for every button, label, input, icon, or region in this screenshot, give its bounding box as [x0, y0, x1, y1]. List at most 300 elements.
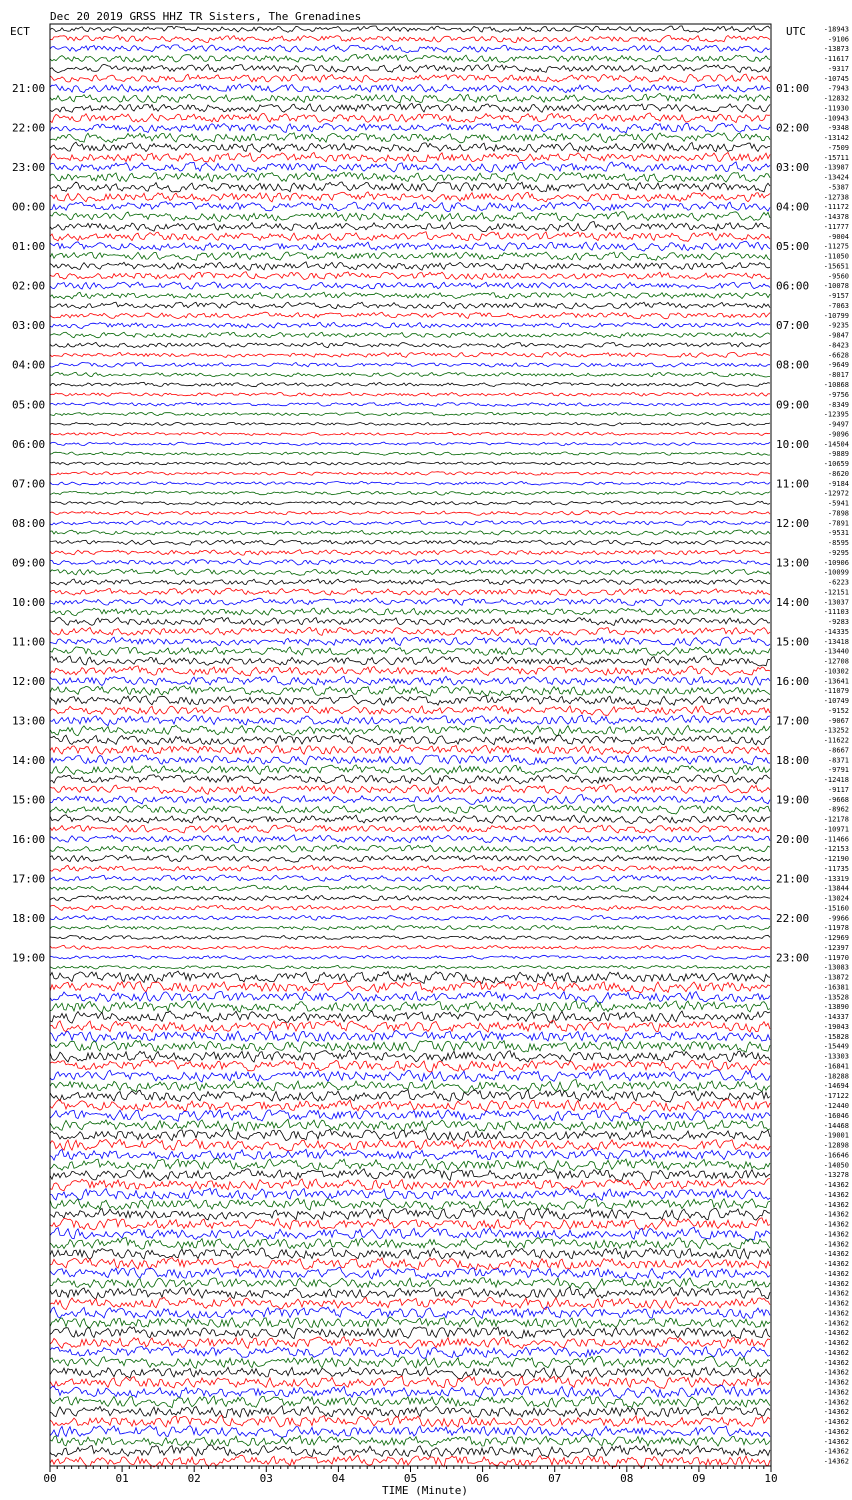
trace-line	[50, 192, 770, 202]
left-time-label: 12:00	[12, 674, 46, 688]
trace-line	[50, 1406, 770, 1418]
trace-line	[50, 895, 770, 901]
row-value-label: -13024	[823, 894, 849, 903]
trace-line	[50, 981, 770, 993]
trace-line	[50, 1376, 770, 1388]
row-value-label: -13083	[823, 963, 849, 972]
trace-line	[50, 241, 770, 251]
trace-line	[50, 64, 770, 72]
row-value-label: -16381	[823, 983, 849, 992]
right-time-label: 02:00	[776, 121, 810, 135]
trace-line	[50, 222, 770, 232]
row-value-label: -14362	[823, 1299, 849, 1308]
trace-line	[50, 232, 770, 242]
row-value-label: -14362	[823, 1210, 849, 1219]
trace-line	[50, 252, 770, 260]
trace-group	[50, 26, 770, 1468]
trace-line	[50, 795, 770, 805]
row-value-label: -9497	[827, 420, 849, 429]
trace-line	[50, 1070, 770, 1082]
row-value-label: -14362	[823, 1220, 849, 1229]
trace-line	[50, 530, 770, 535]
row-value-label: -10971	[823, 825, 849, 834]
row-value-label: -13872	[823, 973, 849, 982]
row-value-label: -11978	[823, 924, 849, 933]
row-value-label: -9791	[827, 766, 849, 775]
left-time-label: 06:00	[12, 437, 46, 451]
trace-line	[50, 825, 770, 833]
trace-line	[50, 855, 770, 862]
row-value-label: -10302	[823, 667, 849, 676]
row-value-label: -10099	[823, 568, 849, 577]
left-time-label: 09:00	[12, 556, 46, 570]
trace-line	[50, 1356, 770, 1368]
x-axis	[43, 1466, 777, 1485]
row-value-label: -10868	[823, 381, 849, 389]
trace-line	[50, 598, 770, 606]
trace-line	[50, 916, 770, 921]
left-time-label: 01:00	[12, 240, 46, 254]
trace-line	[50, 372, 770, 377]
trace-line	[50, 332, 770, 338]
row-value-label: -16046	[823, 1111, 849, 1120]
trace-line	[50, 262, 770, 270]
trace-line	[50, 1021, 770, 1032]
trace-line	[50, 745, 770, 755]
x-tick-label: 09	[692, 1472, 706, 1485]
trace-line	[50, 1248, 770, 1260]
trace-line	[50, 1030, 770, 1041]
trace-line	[50, 637, 770, 646]
left-timezone-header: ECT	[10, 25, 30, 38]
trace-line	[50, 1307, 770, 1318]
trace-line	[50, 26, 770, 33]
row-value-label: -14362	[823, 1378, 849, 1387]
left-time-label: 13:00	[12, 714, 46, 728]
row-value-label: -14362	[823, 1329, 849, 1338]
trace-line	[50, 905, 770, 910]
row-value-label: -14362	[823, 1260, 849, 1268]
trace-line	[50, 706, 770, 716]
row-value-label: -11970	[823, 953, 849, 962]
trace-line	[50, 1445, 770, 1457]
row-value-label: -14362	[823, 1200, 849, 1209]
row-value-label: -5387	[827, 183, 849, 192]
trace-line	[50, 785, 770, 795]
row-value-label: -12395	[823, 410, 849, 419]
row-value-label: -14362	[823, 1368, 849, 1377]
row-value-label: -13987	[823, 163, 849, 172]
trace-line	[50, 1199, 770, 1211]
left-time-label: 23:00	[12, 161, 46, 175]
row-value-label: -9235	[827, 321, 849, 330]
trace-line	[50, 452, 770, 455]
row-value-label: -13641	[823, 677, 849, 686]
row-value-label: -8667	[827, 746, 849, 755]
right-time-label: 14:00	[776, 595, 810, 609]
trace-line	[50, 666, 770, 676]
row-value-label: -12418	[823, 776, 849, 785]
row-value-label: -13418	[823, 637, 849, 646]
row-value-label: -14362	[823, 1240, 849, 1249]
row-value-label: -13142	[823, 134, 849, 143]
trace-line	[50, 472, 770, 476]
trace-line	[50, 1385, 770, 1398]
row-value-label: -14362	[823, 1181, 849, 1189]
row-value-label: -8962	[827, 805, 849, 814]
right-time-label: 15:00	[776, 635, 810, 649]
trace-line	[50, 422, 770, 425]
row-value-label: -12153	[823, 845, 849, 854]
trace-line	[50, 805, 770, 814]
row-value-label: -9966	[827, 914, 849, 923]
right-time-label: 09:00	[776, 398, 810, 412]
trace-line	[50, 735, 770, 745]
trace-line	[50, 382, 770, 386]
trace-line	[50, 153, 770, 163]
trace-line	[50, 865, 770, 871]
trace-line	[50, 656, 770, 666]
row-value-label: -14362	[823, 1437, 849, 1446]
trace-line	[50, 1366, 770, 1379]
right-time-label: 06:00	[776, 279, 810, 293]
left-time-label: 22:00	[12, 121, 46, 135]
left-time-label: 19:00	[12, 951, 46, 965]
trace-line	[50, 617, 770, 625]
trace-line	[50, 1287, 770, 1299]
row-value-label: -14378	[823, 213, 849, 222]
trace-line	[50, 676, 770, 686]
row-value-label: -14362	[823, 1358, 849, 1367]
row-value-label: -14362	[823, 1269, 849, 1278]
trace-line	[50, 1119, 770, 1131]
row-value-label: -11050	[823, 252, 849, 261]
row-value-label: -7063	[827, 302, 849, 310]
row-value-label: -8620	[827, 469, 849, 478]
row-value-label: -14337	[823, 1013, 849, 1022]
trace-line	[50, 1317, 770, 1328]
trace-line	[50, 182, 770, 192]
row-value-label: -11930	[823, 104, 849, 113]
trace-line	[50, 392, 770, 396]
row-value-label: -11617	[823, 55, 849, 64]
trace-line	[50, 945, 770, 950]
row-value-label: -6628	[827, 351, 849, 360]
trace-line	[50, 312, 770, 319]
row-value-label: -19043	[823, 1023, 849, 1031]
trace-line	[50, 579, 770, 585]
trace-line	[50, 54, 770, 62]
row-value-label: -14362	[823, 1447, 849, 1456]
right-time-label: 08:00	[776, 358, 810, 372]
trace-line	[50, 1099, 770, 1112]
trace-line	[50, 1208, 770, 1220]
trace-line	[50, 501, 770, 505]
row-value-label: -17122	[823, 1092, 849, 1101]
x-tick-label: 00	[43, 1472, 57, 1485]
row-value-label: -12708	[823, 657, 849, 666]
right-time-label: 21:00	[776, 872, 810, 886]
trace-line	[50, 875, 770, 881]
row-value-label: -9889	[827, 450, 849, 459]
row-value-label: -13303	[823, 1052, 849, 1061]
left-time-label: 21:00	[12, 82, 46, 96]
row-value-label: -12969	[823, 934, 849, 943]
trace-line	[50, 1169, 770, 1181]
trace-line	[50, 1129, 770, 1141]
trace-line	[50, 1238, 770, 1251]
trace-line	[50, 1080, 770, 1093]
trace-line	[50, 925, 770, 930]
right-time-label: 17:00	[776, 714, 810, 728]
row-value-label: -16841	[823, 1062, 849, 1071]
row-value-label: -7891	[827, 519, 849, 528]
trace-line	[50, 462, 770, 465]
x-tick-label: 10	[764, 1472, 778, 1485]
x-tick-label: 03	[259, 1472, 273, 1485]
row-value-label: -10799	[823, 311, 849, 320]
row-value-label: -11275	[823, 242, 849, 251]
trace-line	[50, 1001, 770, 1013]
left-time-label: 16:00	[12, 832, 46, 846]
row-value-label: -14362	[823, 1418, 849, 1427]
row-value-label: -11103	[823, 608, 849, 617]
right-time-label: 01:00	[776, 82, 810, 96]
right-time-label: 07:00	[776, 319, 810, 333]
right-time-label: 18:00	[776, 753, 810, 767]
trace-line	[50, 695, 770, 705]
left-time-labels	[12, 82, 45, 964]
trace-line	[50, 845, 770, 852]
row-value-label: -14362	[823, 1348, 849, 1357]
trace-line	[50, 627, 770, 635]
row-value-label: -14362	[823, 1230, 849, 1239]
row-value-label: -14468	[823, 1121, 849, 1130]
row-value-label: -10745	[823, 74, 849, 83]
trace-line	[50, 172, 770, 182]
row-value-label: -14362	[823, 1339, 849, 1347]
row-value-label: -12178	[823, 815, 849, 824]
row-value-label: -9295	[827, 548, 849, 557]
trace-line	[50, 715, 770, 725]
left-time-label: 14:00	[12, 753, 46, 767]
right-time-label: 10:00	[776, 437, 810, 451]
row-value-label: -8423	[827, 341, 849, 350]
trace-line	[50, 608, 770, 616]
trace-line	[50, 363, 770, 368]
trace-line	[50, 1159, 770, 1171]
row-value-label: -15449	[823, 1042, 849, 1051]
left-time-label: 17:00	[12, 872, 46, 886]
row-value-label: -7509	[827, 144, 849, 152]
right-time-label: 13:00	[776, 556, 810, 570]
row-value-label: -18943	[823, 25, 849, 34]
left-time-label: 05:00	[12, 398, 46, 412]
trace-line	[50, 133, 770, 143]
trace-line	[50, 965, 770, 969]
row-value-label: -9152	[827, 706, 849, 715]
trace-line	[50, 45, 770, 53]
left-time-label: 03:00	[12, 319, 46, 333]
right-time-label: 12:00	[776, 516, 810, 530]
trace-line	[50, 35, 770, 42]
row-value-label: -12832	[823, 94, 849, 103]
trace-line	[50, 1227, 770, 1240]
chart-title: Dec 20 2019 GRSS HHZ TR Sisters, The Grenadines	[50, 10, 362, 23]
trace-line	[50, 1149, 770, 1160]
row-value-label: -14504	[823, 440, 849, 449]
row-value-label: -14362	[823, 1427, 849, 1436]
row-value-label: -15160	[823, 904, 849, 913]
row-value-label: -12397	[823, 944, 849, 952]
trace-line	[50, 1426, 770, 1438]
trace-line	[50, 971, 770, 983]
trace-line	[50, 113, 770, 123]
right-time-label: 19:00	[776, 793, 810, 807]
trace-line	[50, 342, 770, 347]
row-value-label: -13037	[823, 598, 849, 607]
row-value-label: -11466	[823, 835, 849, 844]
row-value-label: -13440	[823, 647, 849, 656]
row-value-label: -5941	[827, 499, 849, 508]
trace-line	[50, 1327, 770, 1339]
row-value-label: -9096	[827, 430, 849, 439]
trace-line	[50, 725, 770, 735]
right-time-label: 22:00	[776, 911, 810, 925]
row-value-label: -13873	[823, 45, 849, 54]
left-time-label: 00:00	[12, 200, 46, 214]
row-value-label: -12898	[823, 1141, 849, 1150]
trace-line	[50, 302, 770, 309]
trace-line	[50, 212, 770, 222]
row-value-label: -11079	[823, 687, 849, 696]
row-value-label: -9106	[827, 35, 849, 44]
row-value-label: -15828	[823, 1032, 849, 1041]
trace-line	[50, 1188, 770, 1200]
row-value-label: -13252	[823, 726, 849, 735]
row-value-label: -10906	[823, 558, 849, 567]
trace-line	[50, 1040, 770, 1052]
trace-line	[50, 1337, 770, 1349]
row-value-label: -15651	[823, 262, 849, 271]
trace-line	[50, 511, 770, 516]
row-value-label: -12972	[823, 489, 849, 498]
row-value-label: -9348	[827, 124, 849, 133]
row-value-label: -14694	[823, 1082, 849, 1091]
trace-line	[50, 1011, 770, 1023]
trace-line	[50, 1090, 770, 1102]
right-time-label: 16:00	[776, 674, 810, 688]
row-value-label: -6223	[827, 578, 849, 587]
trace-line	[50, 412, 770, 416]
row-value-label: -13424	[823, 173, 849, 182]
row-value-label: -8595	[827, 539, 849, 547]
row-value-label: -13528	[823, 993, 849, 1002]
row-value-label: -11172	[823, 203, 849, 212]
left-time-label: 11:00	[12, 635, 46, 649]
right-time-labels	[776, 82, 809, 964]
row-value-label: -9157	[827, 292, 849, 301]
left-time-label: 10:00	[12, 595, 46, 609]
trace-line	[50, 123, 770, 133]
x-tick-label: 05	[403, 1472, 418, 1485]
row-value-label: -12440	[823, 1102, 849, 1110]
trace-line	[50, 588, 770, 595]
row-value-label: -14362	[823, 1250, 849, 1259]
row-value-label: -13844	[823, 884, 849, 893]
row-value-label: -11735	[823, 865, 849, 873]
left-time-label: 08:00	[12, 516, 46, 530]
trace-line	[50, 686, 770, 696]
x-tick-label: 04	[331, 1472, 346, 1485]
row-value-label: -14362	[823, 1309, 849, 1318]
left-time-label: 02:00	[12, 279, 46, 293]
trace-line	[50, 352, 770, 357]
row-value-label: -15711	[823, 153, 849, 162]
trace-line	[50, 1060, 770, 1072]
row-value-label: -7898	[827, 509, 849, 518]
row-value-label: -14362	[823, 1388, 849, 1397]
row-value-label: -14362	[823, 1408, 849, 1417]
trace-line	[50, 202, 770, 212]
trace-line	[50, 550, 770, 556]
trace-line	[50, 1435, 770, 1446]
trace-line	[50, 1179, 770, 1191]
row-value-label: -9649	[827, 361, 849, 370]
row-value-label: -14362	[823, 1279, 849, 1288]
trace-line	[50, 84, 770, 93]
trace-line	[50, 432, 770, 436]
row-value-label: -9317	[827, 64, 849, 73]
row-value-label: -9756	[827, 390, 849, 399]
row-value-label: -12190	[823, 855, 849, 864]
trace-line	[50, 775, 770, 785]
trace-line	[50, 955, 770, 959]
right-time-label: 05:00	[776, 240, 810, 254]
trace-line	[50, 74, 770, 82]
trace-line	[50, 282, 770, 290]
row-value-label: -9847	[827, 331, 849, 340]
row-value-label: -9184	[827, 479, 849, 488]
trace-line	[50, 1258, 770, 1270]
x-tick-label: 02	[187, 1472, 201, 1485]
right-time-label: 03:00	[776, 161, 810, 175]
trace-line	[50, 481, 770, 485]
row-value-label: -9560	[827, 272, 849, 281]
trace-line	[50, 521, 770, 526]
trace-line	[50, 935, 770, 940]
row-value-label: -9117	[827, 785, 849, 794]
right-time-label: 11:00	[776, 477, 810, 491]
trace-line	[50, 442, 770, 446]
row-value-label: -14335	[823, 627, 849, 636]
trace-line	[50, 103, 770, 112]
trace-line	[50, 540, 770, 545]
x-tick-label: 07	[548, 1472, 562, 1485]
row-value-label: -9283	[827, 618, 849, 626]
trace-line	[50, 1396, 770, 1408]
row-value-label: -12151	[823, 588, 849, 597]
row-value-label: -9004	[827, 232, 849, 241]
right-time-label: 04:00	[776, 200, 810, 214]
right-time-label: 20:00	[776, 832, 810, 846]
row-value-label: -8349	[827, 400, 849, 409]
x-tick-label: 08	[620, 1472, 634, 1485]
row-value-label: -11777	[823, 223, 849, 231]
row-value-label: -13319	[823, 874, 849, 883]
trace-line	[50, 814, 770, 823]
row-value-label: -7943	[827, 84, 849, 93]
